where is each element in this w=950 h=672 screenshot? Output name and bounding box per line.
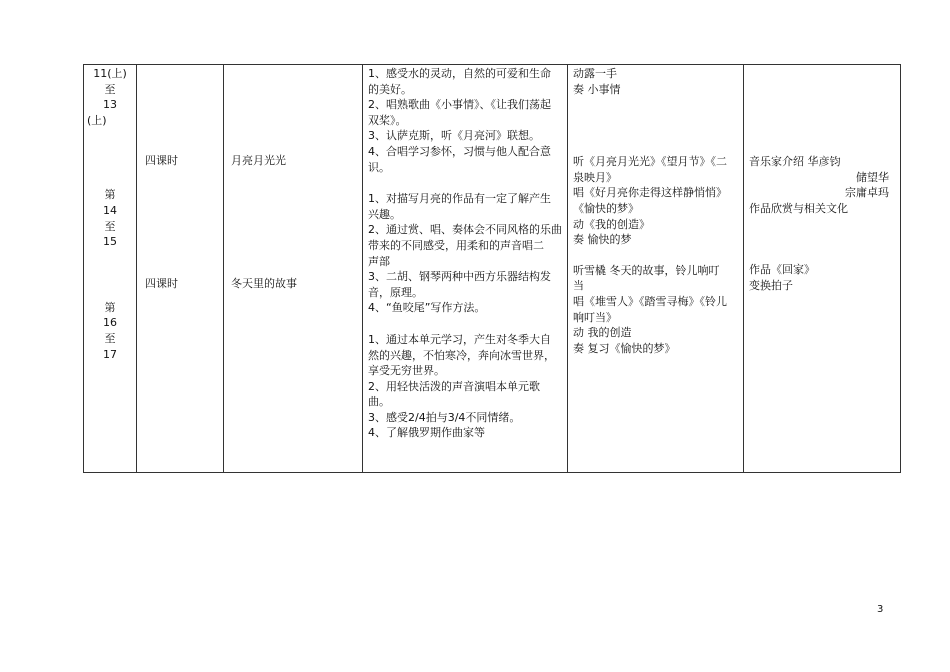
activity-line: 响叮当》 bbox=[573, 310, 617, 324]
notes-cell bbox=[744, 65, 901, 473]
weeks-line: 至 bbox=[104, 331, 116, 345]
activity-line: 听《月亮月光光》《望月节》《二 bbox=[573, 155, 727, 169]
table-row bbox=[84, 65, 901, 473]
goal-line: 1、对描写月亮的作品有一定了解产生 bbox=[368, 192, 551, 206]
teaching-plan-table bbox=[83, 64, 901, 473]
notes-line: 作品欣赏与相关文化 bbox=[749, 201, 848, 215]
activity-line: 唱《堆雪人》《踏雪寻梅》《铃儿 bbox=[573, 294, 727, 308]
activities-cell bbox=[568, 65, 744, 473]
hours-cell bbox=[137, 65, 224, 473]
goal-line: 音，原理。 bbox=[368, 285, 423, 299]
activity-line: 泉映月》 bbox=[573, 170, 617, 184]
activity-line: 《愉快的梦》 bbox=[573, 201, 639, 215]
goal-line: 声部 bbox=[368, 254, 390, 268]
weeks-line: 13 bbox=[103, 98, 117, 112]
unit2-title: 冬天里的故事 bbox=[231, 276, 297, 290]
activity-line: 奏 小事情 bbox=[573, 82, 621, 96]
activity-line: 动 我的创造 bbox=[573, 326, 632, 340]
goal-line: 然的兴趣，不怕寒冷，奔向冰雪世界， bbox=[368, 348, 555, 362]
goal-line: 1、通过本单元学习，产生对冬季大自 bbox=[368, 332, 551, 346]
goal-line: 2、通过赏、唱、奏体会不同风格的乐曲 bbox=[368, 223, 562, 237]
weeks-line: 第 bbox=[104, 188, 116, 202]
activity-line: 奏 愉快的梦 bbox=[573, 233, 632, 247]
goal-line: 兴趣。 bbox=[368, 207, 401, 221]
weeks-line: 至 bbox=[104, 82, 116, 96]
goal-line: 2、用轻快活泼的声音演唱本单元歌 bbox=[368, 379, 540, 393]
goal-line: 双桨》。 bbox=[368, 113, 407, 127]
weeks-line: 15 bbox=[103, 235, 117, 249]
unit2-hours: 四课时 bbox=[145, 276, 178, 290]
goal-line: 识。 bbox=[368, 160, 390, 174]
activity-line: 听雪橇 冬天的故事，铃儿响叮 bbox=[573, 263, 720, 277]
activity-line: 唱《好月亮你走得这样静悄悄》 bbox=[573, 186, 727, 200]
goal-line: 4、合唱学习参怀，习惯与他人配合意 bbox=[368, 144, 551, 158]
goal-line: 2、唱熟歌曲《小事情》、《让我们荡起 bbox=[368, 98, 551, 112]
notes-line: 宗庸卓玛 bbox=[845, 186, 889, 200]
activity-line: 奏 复习《愉快的梦》 bbox=[573, 341, 676, 355]
activity-line: 当 bbox=[573, 279, 584, 293]
goal-line: 的美好。 bbox=[368, 82, 412, 96]
weeks-line: 第 bbox=[104, 300, 116, 314]
page-number: 3 bbox=[877, 604, 884, 615]
goal-line: 1、感受水的灵动，自然的可爱和生命 bbox=[368, 67, 551, 80]
weeks-line: 17 bbox=[103, 347, 117, 361]
goal-line: 4、“鱼咬尾”写作方法。 bbox=[368, 301, 486, 315]
weeks-line: 16 bbox=[103, 316, 117, 330]
activity-line: 动露一手 bbox=[573, 67, 617, 80]
notes-line: 作品《回家》 bbox=[749, 263, 815, 277]
unit1-title: 月亮月光光 bbox=[231, 154, 286, 167]
activity-line: 动《我的创造》 bbox=[573, 217, 650, 231]
goal-line: 带来的不同感受，用柔和的声音唱二 bbox=[368, 238, 544, 252]
goal-line: 曲。 bbox=[368, 395, 390, 409]
unit-title-cell bbox=[224, 65, 363, 473]
goal-line: 3、二胡、钢琴两种中西方乐器结构发 bbox=[368, 270, 551, 284]
notes-line: 变换拍子 bbox=[749, 278, 793, 292]
goals-cell bbox=[363, 65, 568, 473]
unit1-hours: 四课时 bbox=[145, 154, 178, 167]
weeks-line: (上) bbox=[87, 113, 107, 127]
notes-line: 储望华 bbox=[856, 170, 889, 184]
weeks-line: 14 bbox=[103, 203, 117, 217]
goal-line: 3、认萨克斯，听《月亮河》联想。 bbox=[368, 129, 540, 143]
weeks-line: 至 bbox=[104, 219, 116, 233]
goal-line: 3、感受2/4拍与3/4不同情绪。 bbox=[368, 410, 521, 424]
weeks-line: 11(上) bbox=[93, 67, 127, 80]
goal-line: 享受无穷世界。 bbox=[368, 364, 445, 378]
notes-line: 音乐家介绍 华彦钧 bbox=[749, 155, 841, 168]
weeks-cell bbox=[84, 65, 137, 473]
goal-line: 4、了解俄罗期作曲家等 bbox=[368, 426, 485, 440]
